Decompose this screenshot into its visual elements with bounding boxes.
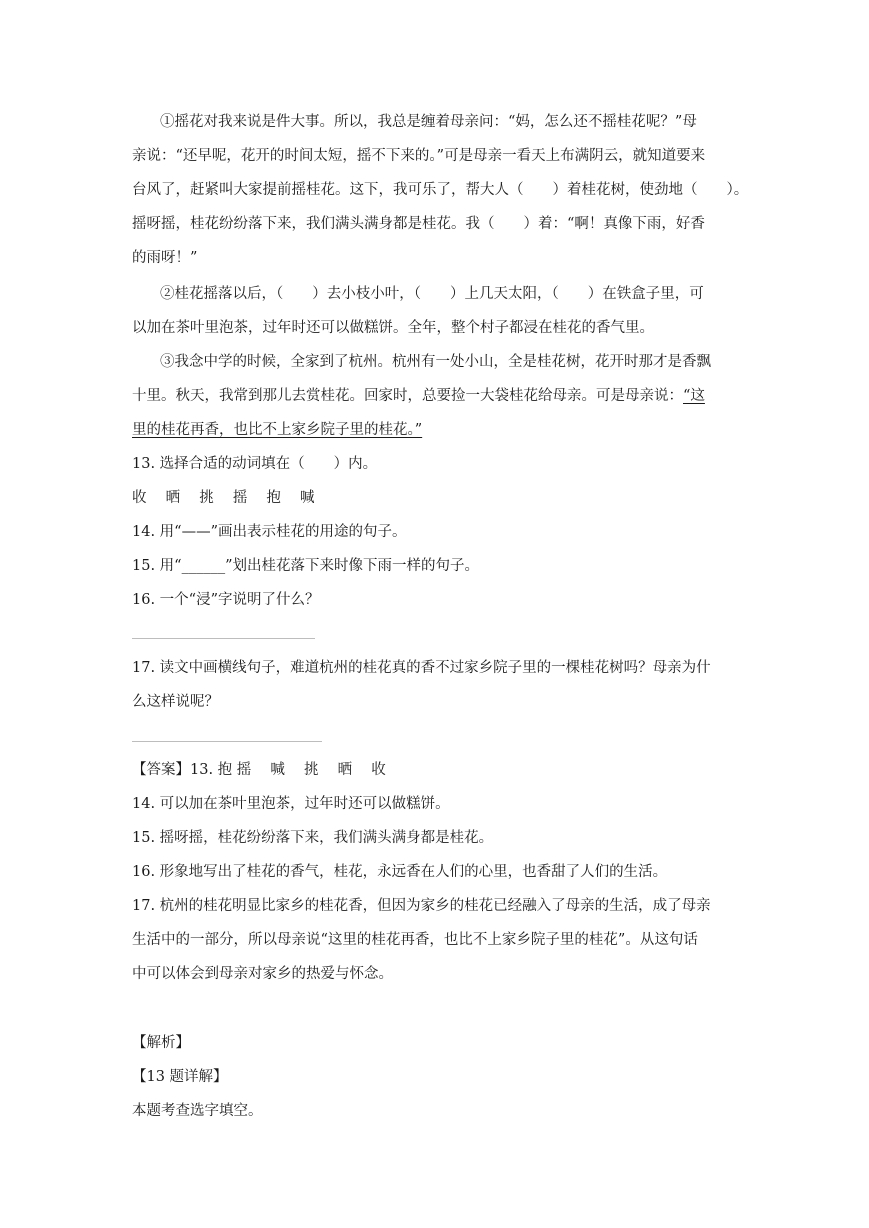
answer-line-17 [132,741,322,742]
passage-p3-line1: ③我念中学的时候，全家到了杭州。杭州有一处小山，全是桂花树，花开时那才是香飘 [160,354,711,370]
underlined-sentence-start: “这 [683,388,705,404]
answer-16: 16. 形象地写出了桂花的香气，桂花，永远香在人们的心里，也香甜了人们的生活。 [132,864,668,880]
analysis-q13-text: 本题考查选字填空。 [132,1103,263,1119]
passage-p3-line2 [132,386,705,406]
answer-line-16 [132,638,315,639]
question-13: 13. 选择合适的动词填在（ ）内。 [132,456,378,472]
analysis-q13-heading: 【13 题详解】 [132,1069,228,1085]
passage-p2-line1: ②桂花摇落以后，（ ）去小枝小叶，（ ）上几天太阳，（ ）在铁盒子里，可 [160,286,704,302]
answer-13: 【答案】13. 抱 摇 喊 挑 晒 收 [132,762,386,778]
question-17-line1: 17. 读文中画横线句子，难道杭州的桂花真的香不过家乡院子里的一棵桂花树吗？母亲为什 [132,660,711,676]
answer-17-line2: 生活中的一部分，所以母亲说“这里的桂花再香，也比不上家乡院子里的桂花”。从这句话 [132,932,698,948]
passage-p1-line2: 亲说：“还早呢，花开的时间太短，摇不下来的。”可是母亲一看天上布满阴云，就知道要来 [132,148,706,164]
passage-p1-line1: ①摇花对我来说是件大事。所以，我总是缠着母亲问：“妈，怎么还不摇桂花呢？”母 [160,114,697,130]
passage-p3-line2-text: 十里。秋天，我常到那儿去赏桂花。回家时，总要捡一大袋桂花给母亲。可是母亲说： [132,388,683,404]
question-14: 14. 用“——”画出表示桂花的用途的句子。 [132,524,407,540]
answer-17-line3: 中可以体会到母亲对家乡的热爱与怀念。 [132,966,393,982]
passage-p1-line3: 台风了，赶紧叫大家提前摇桂花。这下，我可乐了，帮大人（ ）着桂花树，使劲地（ ）。 [132,182,749,198]
underlined-sentence-end: 里的桂花再香，也比不上家乡院子里的桂花。” [132,422,423,438]
passage-p1-line4: 摇呀摇，桂花纷纷落下来，我们满头满身都是桂花。我（ ）着：“啊！真像下雨，好香 [132,216,705,232]
passage-p1-line5: 的雨呀！” [132,250,198,266]
answer-15: 15. 摇呀摇，桂花纷纷落下来，我们满头满身都是桂花。 [132,830,494,846]
passage-p2-line2: 以加在茶叶里泡茶，过年时还可以做糕饼。全年，整个村子都浸在桂花的香气里。 [132,320,654,336]
answer-14: 14. 可以加在茶叶里泡茶，过年时还可以做糕饼。 [132,796,450,812]
question-15: 15. 用“______”划出桂花落下来时像下雨一样的句子。 [132,558,479,574]
analysis-heading: 【解析】 [132,1035,190,1051]
answer-17-line1: 17. 杭州的桂花明显比家乡的桂花香，但因为家乡的桂花已经融入了母亲的生活，成了母亲 [132,898,711,914]
question-13-word-bank: 收 晒 挑 摇 抱 喊 [132,490,315,506]
question-17-line2: 么这样说呢？ [132,694,219,710]
question-16: 16. 一个“浸”字说明了什么？ [132,592,320,608]
